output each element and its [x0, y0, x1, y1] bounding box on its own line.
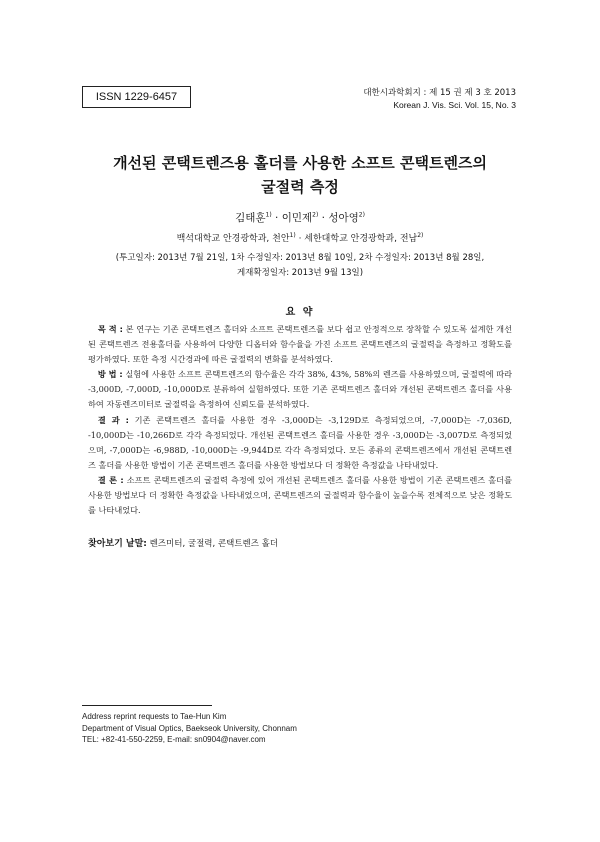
author-name: 김태훈	[235, 212, 266, 224]
paper-title-line1: 개선된 콘택트렌즈용 홀더를 사용한 소프트 콘택트렌즈의	[113, 154, 487, 172]
journal-line-korean: 대한시과학회지 : 제 15 권 제 3 호 2013	[363, 88, 516, 98]
submission-dates: (투고일자: 2013년 7월 21일, 1차 수정일자: 2013년 8월 10일, 2차 수정일자: 2013년 8월 28일,	[115, 253, 485, 263]
issn-box: ISSN 1229-6457	[82, 86, 191, 108]
abstract-body	[88, 322, 512, 518]
author-separator: ·	[318, 212, 329, 224]
address-line: TEL: +82-41-550-2259, E-mail: sn0904@naver.com	[82, 735, 266, 744]
author-affiliation-mark: 1)	[265, 211, 272, 219]
address-line: Department of Visual Optics, Baekseok University, Chonnam	[82, 723, 297, 733]
abstract-purpose	[88, 322, 512, 367]
author-name: 이민제	[281, 212, 313, 224]
affiliation-separator: ·	[295, 234, 305, 244]
footnote-divider	[82, 705, 212, 706]
keywords-label: 찾아보기 낱말:	[88, 539, 147, 549]
author-affiliation-mark: 2)	[358, 211, 365, 219]
keywords	[88, 536, 278, 549]
section-text: 본 연구는 기존 콘택트렌즈 홀더와 소프트 콘택트렌즈를 보다 쉽고 안정적으로 장착할 수 있도록 설계한 개선된 콘택트렌즈 전용홀더를 사용하여 다양한 디옵터와 함수율을 가진 소프트 콘택트렌즈의 굴절력을 측정하고 정확도를 평가하였다. 또한 측정 시간경과에 따른 굴절력의 변화를 분석하였다.	[88, 324, 513, 365]
affiliation: 세한대학교 안경광학과, 전남	[304, 234, 418, 244]
section-text: 기존 콘택트렌즈 홀더를 사용한 경우 -3,000D는 -3,129D로 측정되었으며, -7,000D는 -7,036D, -10,000D는 -10,266D로 각각 측정되었다. 개선된 콘택트렌즈 홀더를 사용한 경우 -3,000D는 -3,007D로 측정되었으며, -7,000D는 -6,988D, -10,000D는 -9,944D로 각각 측정되었다. 모든 종류의 콘택트렌즈에서 개선된 콘택트렌즈 홀더를 사용한 방법이 기존 콘택트렌즈 홀더를 사용한 방법보다 더 정확한 측정값을 나타내었다.	[88, 414, 513, 470]
abstract-results	[88, 413, 512, 473]
affiliations	[0, 231, 600, 244]
section-text: 실험에 사용한 소프트 콘택트렌즈의 함수율은 각각 38%, 43%, 58%의 렌즈를 사용하였으며, 굴절력에 따라 -3,000D, -7,000D, -10,000D로 분류하여 실험하였다. 또한 기존 콘택트렌즈 홀더와 개선된 콘택트렌즈 홀더를 사용하여 자동렌즈미터로 굴절력을 측정하여 신뢰도를 분석하였다.	[88, 369, 513, 410]
section-label: 결 론 :	[97, 474, 124, 485]
affiliation-mark: 2)	[417, 232, 424, 239]
author-name: 성아영	[328, 212, 359, 224]
abstract-conclusion	[88, 473, 512, 518]
journal-line-english: Korean J. Vis. Sci. Vol. 15, No. 3	[393, 100, 516, 110]
author-affiliation-mark: 2)	[312, 211, 319, 219]
address-line: Address reprint requests to Tae-Hun Kim	[82, 712, 227, 721]
affiliation: 백석대학교 안경광학과, 천안	[176, 234, 290, 244]
acceptance-date: 게재확정일자: 2013년 9월 13일)	[236, 268, 364, 278]
section-label: 방 법 :	[97, 369, 123, 380]
affiliation-mark: 1)	[289, 232, 296, 239]
keywords-text: 렌즈미터, 굴절력, 콘택트렌즈 홀더	[146, 539, 279, 549]
paper-title-line2: 굴절력 측정	[261, 178, 339, 196]
author-separator: ·	[271, 212, 282, 224]
section-label: 결 과 :	[97, 414, 129, 425]
section-text: 소프트 콘택트렌즈의 굴절력 측정에 있어 개선된 콘택트렌즈 홀더를 사용한 방법이 기존 콘택트렌즈 홀더를 사용한 방법보다 더 정확한 측정값을 나타내었으며, 콘택트렌즈의 굴절력과 함수율이 높을수록 전체적으로 낮은 정확도를 나타내었다.	[88, 474, 513, 516]
abstract-heading: 요 약	[285, 307, 315, 318]
correspondence-address	[82, 711, 297, 746]
section-label: 목 적 :	[97, 324, 123, 334]
author-list	[0, 210, 600, 225]
abstract-methods	[88, 367, 512, 412]
